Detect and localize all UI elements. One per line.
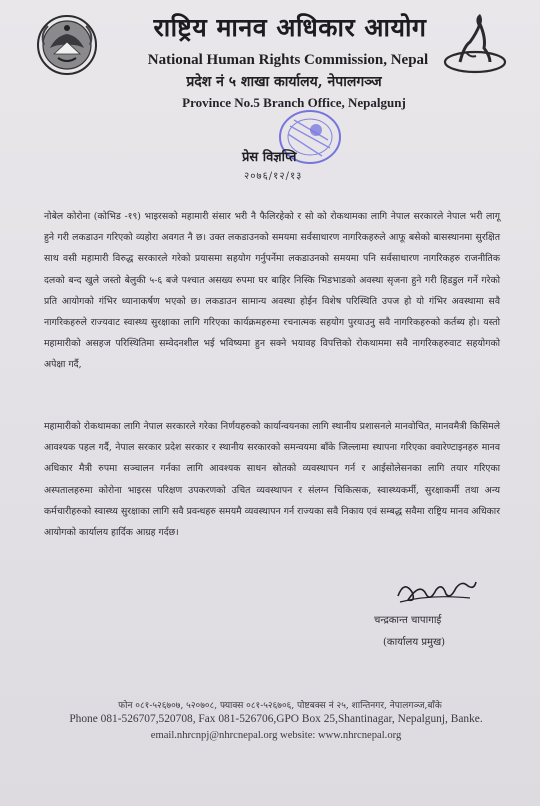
footer-contact-en: Phone 081-526707,520708, Fax 081-526706,GPO Box 25,Shantinagar, Nepalgunj, Banke. xyxy=(69,713,483,725)
body-paragraph-1: नोबेल कोरोना (कोभिड -१९) भाइरसको महामारी संसार भरी नै फैलिरहेको र सो को रोकथामका लागि नेपाल सरकारले नेपाल भरी लागू हुने गरी लकडाउन गरिएको व्यहोरा अवगत नै छ। उक्त लकडाउनको समयमा सर्वसाधारण नागरिकहरुले आफू बसेको बासस्थानमा सुरक्षित साथ वसी महामारी विरुद्ध सरकारले गरेको प्रयासमा सहयोग गर्नुपर्नेमा लकडाउनको समयमा पनि सर्वसाधारण नागरिकहरु राजनीतिक दलको बन्द खुले जस्तो बेलुकी ५-६ बजे पश्चात असख्य रुपमा घर बाहिर निस्कि भिडभाडको अवस्था सृजना हुने गरी हिडडुल गर्ने गरेको प्रति आयोगको गंभिर ध्यानाकर्षण भएको छ। लकडाउन सामान्य अवस्था होईन विशेष परिस्थिति उपज हो यो गंभिर अवस्थामा सवै नागरिकहरुले राज्यवाट स्वास्थ्य सुरक्षाका लागि गरिएका कार्यक्रमहरुमा रचनात्मक सहयोग पुरयाउनु सवै नागरिकहरुको कर्तब्य हो। यस्तो महामारीको असहज परिस्थितिमा सम्वेदनशील भई भविष्यमा हुन सक्ने भयावह विपत्तिको रोकथाममा सवै नागरिकहरुवाट सहयोगको अपेक्षा गर्दै, xyxy=(44,211,500,371)
release-date: २०७६/१२/१३ xyxy=(244,171,303,182)
branch-office-np: प्रदेश नं ५ शाखा कार्यालय, नेपालगञ्ज xyxy=(186,74,382,90)
organization-title-np: राष्ट्रिय मानव अधिकार आयोग xyxy=(153,13,427,42)
press-release-title: प्रेस विज्ञप्ति xyxy=(242,150,297,165)
body-paragraph-2: महामारीको रोकथामका लागि नेपाल सरकारले गरेका निर्णयहरुको कार्यान्वयनका लागि स्थानीय प्रशासनले मानवोचित, मानवमैत्री किसिमले आवश्यक पहल गर्दै, नेपाल सरकार प्रदेश सरकार र स्थानीय सरकारको समन्वयमा बाँके जिल्लामा स्थापना गरिएका क्वारेण्टाइनहरु मानव अधिकार मैत्री रुपमा सञ्चालन गर्नका लागि आवश्यक साधन स्रोतको व्यवस्थापन गर्न र आईसोलेसनका लागि तयार गरिएका अस्पतालहरुमा कोरोना भाइरस परिक्षण उपकरणको उचित व्यवस्थापन र संलग्न चिकित्सक, स्वास्थ्यकर्मी, सुरक्षाकर्मी तथा अन्य कर्मचारीहरुको स्वास्थ्य सुरक्षाका लागि सवै प्रवन्धहरु समयमै व्यवस्थापन गर्न राज्यका सवै निकाय एवं सम्बद्ध सवैमा राष्ट्रिय मानव अधिकार आयोगको कार्यालय हार्दिक आग्रह गर्दछ। xyxy=(44,421,500,539)
handwritten-signature xyxy=(390,572,480,616)
signer-name: चन्द्रकान्त चापागाई xyxy=(374,615,442,626)
organization-title-en: National Human Rights Commission, Nepal xyxy=(147,52,429,68)
footer-contact-np: फोन ०८१-५२६७०७, ५२०७०८, फ्याक्स ०८१-५२६७०६, पोष्टबक्स नं २५, शान्तिनगर, नेपालगञ्ज,बाँके xyxy=(118,701,442,711)
branch-office-en: Province No.5 Branch Office, Nepalgunj xyxy=(182,95,406,110)
footer-email-website: email.nhrcnpj@nhrcnepal.org website: www.nhrcnepal.org xyxy=(150,730,402,741)
nhrc-logo-icon xyxy=(440,12,510,80)
signer-designation: (कार्यालय प्रमुख) xyxy=(383,637,446,648)
